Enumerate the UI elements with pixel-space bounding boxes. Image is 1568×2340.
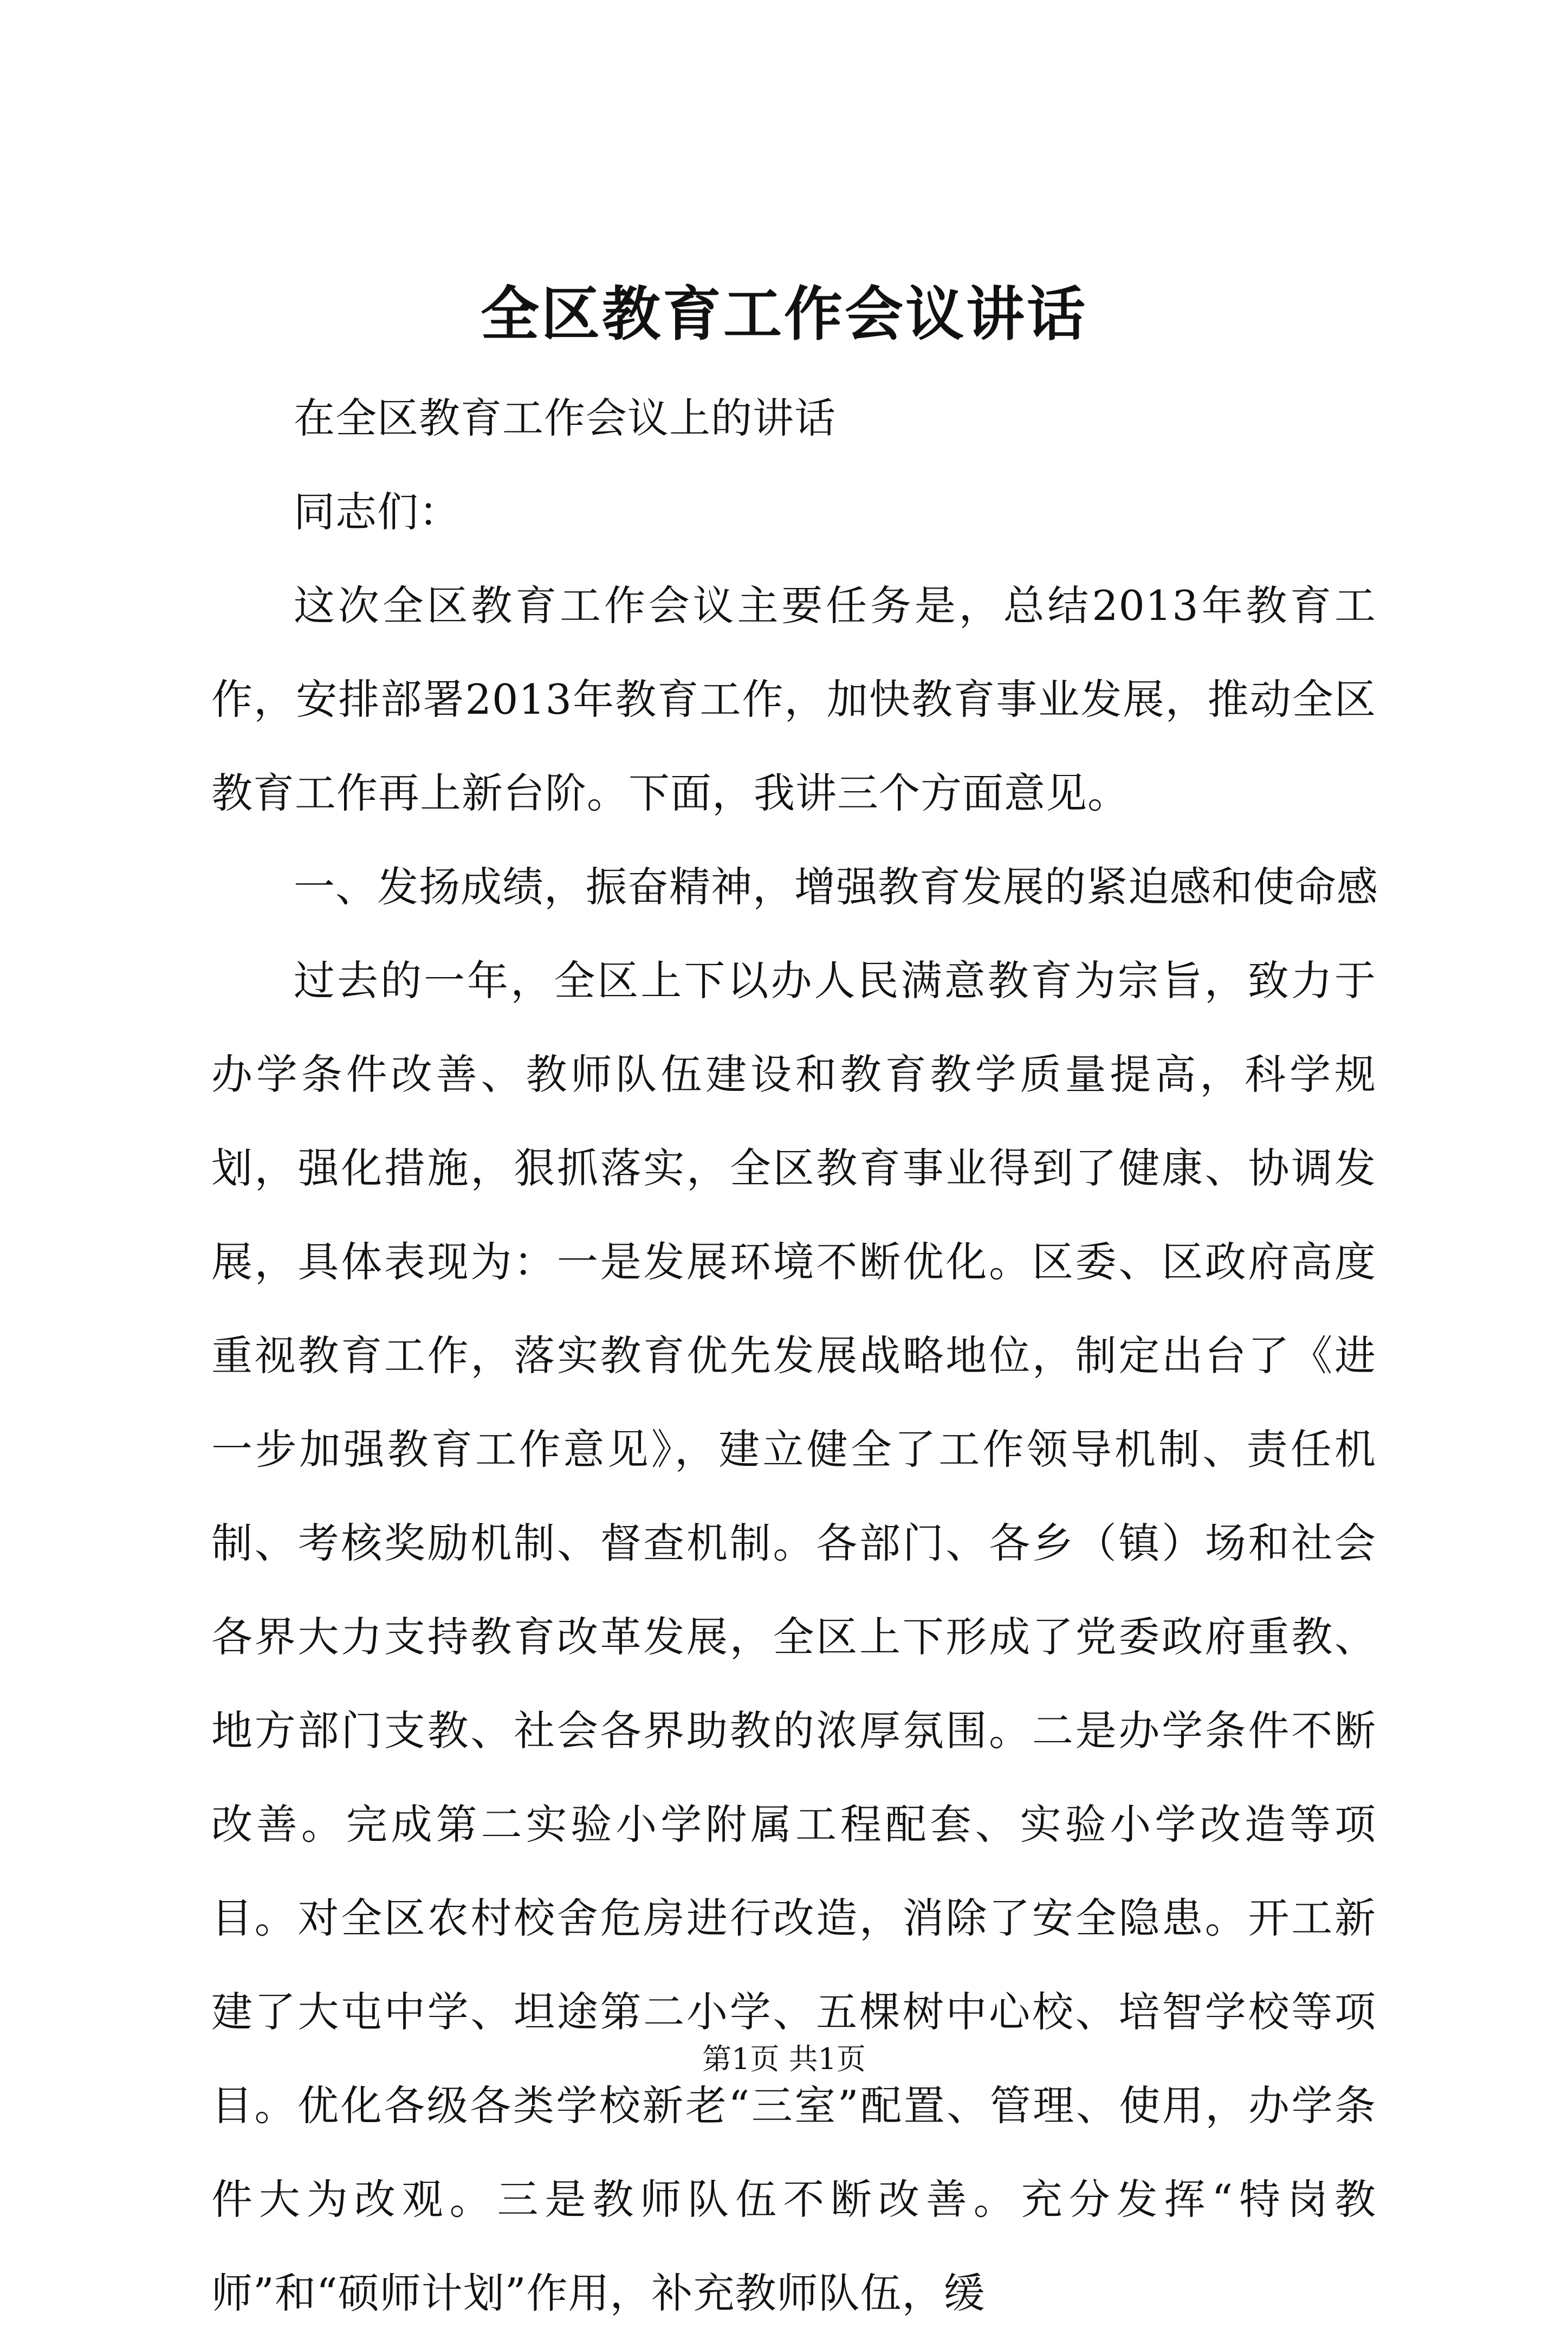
document-title: 全区教育工作会议讲话 [480,280,1087,348]
intro-paragraph: 这次全区教育工作会议主要任务是，总结2013年教育工作，安排部署2013年教育工作，加快教育事业发展，推动全区教育工作再上新台阶。下面，我讲三个方面意见。 [211,581,1376,817]
page-footer: 第1页 共1页 [702,2042,866,2076]
body-paragraph: 过去的一年，全区上下以办人民满意教育为宗旨，致力于办学条件改善、教师队伍建设和教育教学质量提高，科学规划，强化措施，狠抓落实，全区教育事业得到了健康、协调发展，具体表现为：一是发展环境不断优化。区委、区政府高度重视教育工作，落实教育优先发展战略地位，制定出台了《进一步加强教育工作意见》，建立健全了工作领导机制、责任机制、考核奖励机制、督查机制。各部门、各乡（镇）场和社会各界大力支持教育改革发展，全区上下形成了党委政府重教、地方部门支教、社会各界助教的浓厚氛围。二是办学条件不断改善。完成第二实验小学附属工程配套、实验小学改造等项目。对全区农村校舍危房进行改造，消除了安全隐患。开工新建了大屯中学、坦途第二小学、五棵树中心校、培智学校等项目。优化各级各类学校新老“三室”配置、管理、使用，办学条件大为改观。三是教师队伍不断改善。充分发挥“特岗教师”和“硕师计划”作用，补充教师队伍，缓 [211,956,1376,2317]
speech-subtitle: 在全区教育工作会议上的讲话 [294,394,836,442]
section-heading-1: 一、发扬成绩，振奋精神，增强教育发展的紧迫感和使命感 [294,863,1378,911]
salutation: 同志们： [294,488,461,536]
